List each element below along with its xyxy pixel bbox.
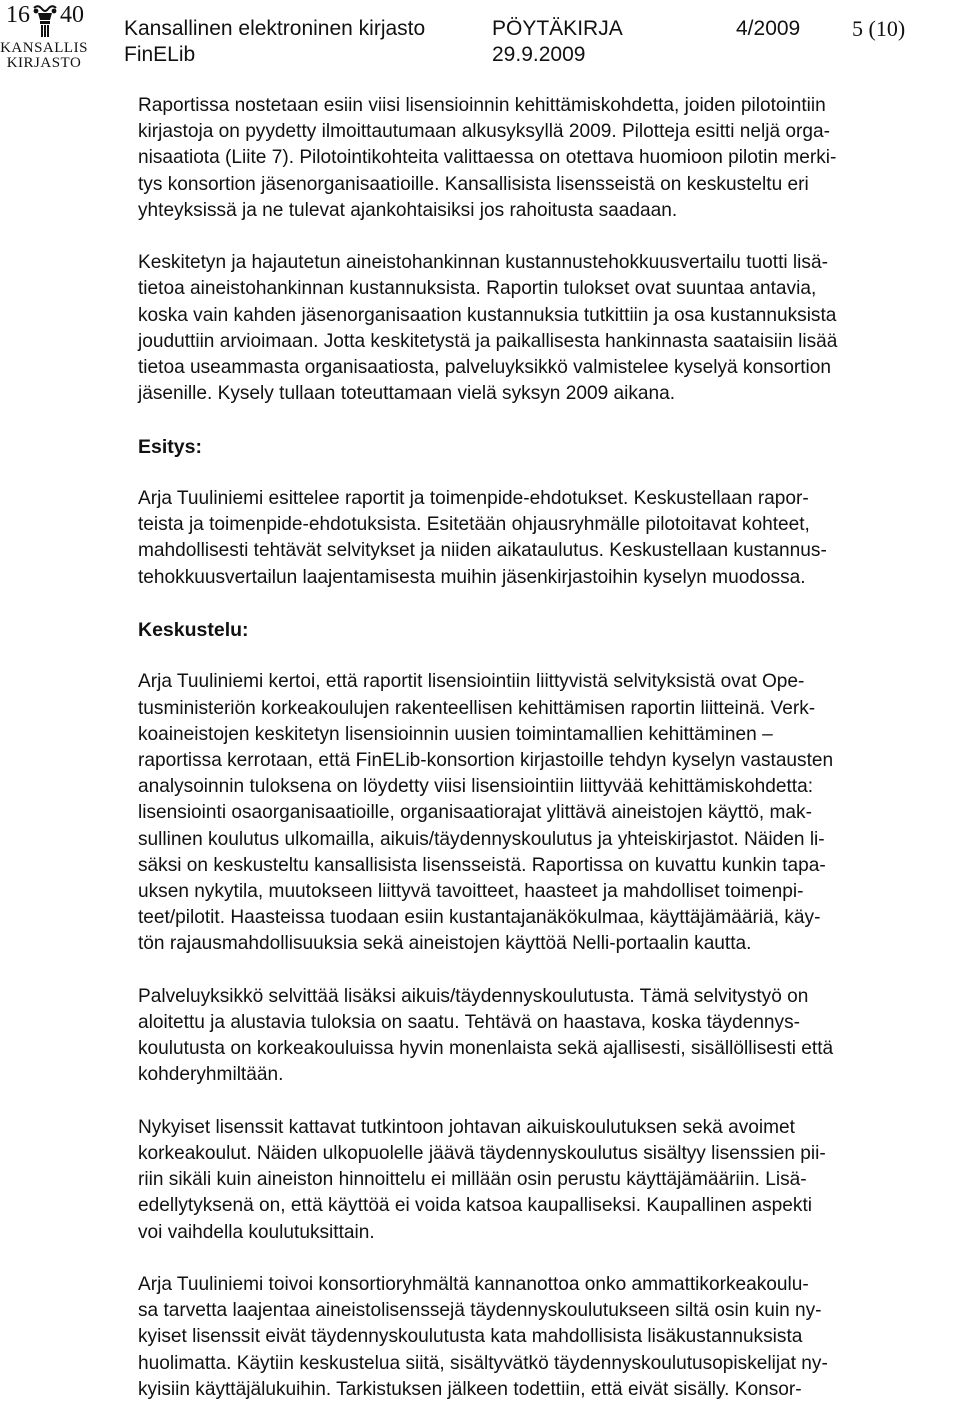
column-capital-icon xyxy=(32,4,58,38)
heading-esitys: Esitys: xyxy=(138,435,202,458)
logo-year-left: 16 xyxy=(6,2,30,28)
document-body xyxy=(138,93,958,1403)
paragraph-1: Raportissa nostetaan esiin viisi lisensioinnin kehittämiskohdetta, joiden pilotointiin kirjastoja on pyydetty ilmoittautumaan alkusyksyllä 2009. Pilotteja esitti neljä orga- nisaatiota (Liite 7). Pilotointikohteita valittaessa on otettava huomioon pilotin merki- tys konsortion jäsenorganisaatioille. Kansallisista lisensseistä on keskusteltu eri yhteyksissä ja ne tulevat ajankohtaisiksi jos rahoitusta saadaan. xyxy=(138,95,837,221)
logo-word-kirjasto: KIRJASTO xyxy=(6,55,82,71)
header-org-short: FinELib xyxy=(124,43,196,66)
logo-year-right: 40 xyxy=(60,2,84,28)
library-logo xyxy=(0,2,88,72)
paragraph-4: Arja Tuuliniemi kertoi, että raportit lisensiointiin liittyvistä selvityksistä ovat Ope- tusministeriön korkeakoulujen rakenteellisen kehittämisen raportin liitteinä. Verk- koaineistojen keskitetyn lisensioinnin uusien toimintamallien kehittäminen – raportissa kerrotaan, että FinELib-konsortion kirjastoille tehdyn kyselyn vastausten analysoinnin tuloksena on löydetty viisi lisensiointiin liittyvää kehittämiskohdetta: lisensiointi osaorganisaatioille, organisaatiorajat ylittävä aineistojen käyttö, mak- sullinen koulutus ulkomailla, aikuis/täydennyskoulutus ja yhteiskirjastot. Näiden li- säksi on keskusteltu kansallisista lisensseistä. Raportissa on kuvattu kunkin tapa- uksen nykytila, muutokseen liittyvä tavoitteet, haasteet ja mahdolliset toimenpi- teet/pilotit. Haasteissa tuodaan esiin kustantajanäkökulmaa, käyttäjämääriä, käy- tön rajausmahdollisuuksia sekä aineistojen käyttöä Nelli-portaalin kautta. xyxy=(138,671,834,955)
header-page: 5 (10) xyxy=(852,16,906,41)
paragraph-3: Arja Tuuliniemi esittelee raportit ja toimenpide-ehdotukset. Keskustellaan rapor- teista ja toimenpide-ehdotuksista. Esitetään ohjausryhmälle pilotoitavat kohteet, mahdollisesti tehtävät selvitykset ja niiden aikataulutus. Keskustellaan kustannus- tehokkuusvertailun laajentamisesta muihin jäsenkirjastoihin kyselyn muodossa. xyxy=(138,488,827,588)
paragraph-2: Keskitetyn ja hajautetun aineistohankinnan kustannustehokkuusvertailu tuotti lisä- tietoa aineistohankinnan kustannuksista. Raportin tulokset ovat suuntaa antavia, koska vain kahden jäsenorganisaation kustannuksia tutkittiin ja osa kustannuksista jouduttiin arvioimaan. Jotta keskitetystä ja paikallisesta hankinnasta saataisiin lisää tietoa useammasta organisaatiosta, palveluyksikkö valmistelee kyselyä konsortion jäsenille. Kysely tullaan toteuttamaan vielä syksyn 2009 aikana. xyxy=(138,252,838,405)
header-doc-type: PÖYTÄKIRJA xyxy=(492,17,623,40)
logo-word-kansallis: KANSALLIS xyxy=(0,40,88,56)
header-org: Kansallinen elektroninen kirjasto xyxy=(124,17,426,40)
paragraph-6: Nykyiset lisenssit kattavat tutkintoon johtavan aikuiskoulutuksen sekä avoimet korkeakoulut. Näiden ulkopuolelle jäävä täydennyskoulutus sisältyy lisenssien pii- riin sikäli kuin aineiston hinnoittelu ei millään osin perustu käyttäjämääriin. Lisä- edellytyksenä on, että käyttöä ei voida katsoa kaupalliseksi. Kaupallinen aspekti voi vaihdella koulutuksittain. xyxy=(138,1116,826,1243)
header-number: 4/2009 xyxy=(736,17,801,40)
paragraph-5: Palveluyksikkö selvittää lisäksi aikuis/täydennyskoulutusta. Tämä selvitystyö on aloitettu ja alustavia tuloksia on saatu. Tehtävä on haastava, koska täydennys- koulutusta on korkeakouluissa hyvin monenlaista sekä ajallisesti, sisällöllisesti että kohderyhmiltään. xyxy=(138,985,834,1086)
header-date: 29.9.2009 xyxy=(492,43,586,66)
heading-keskustelu: Keskustelu: xyxy=(138,619,249,641)
paragraph-7: Arja Tuuliniemi toivoi konsortioryhmältä kannanottoa onko ammattikorkeakoulu- sa tarvetta laajentaa aineistolisenssejä täydennyskoulutukseen siltä osin kuin ny- kyiset lisenssit eivät täydennyskoulutusta kata mahdollisista lisäkustannuksista huolimatta. Käytiin keskustelua siitä, sisältyvätkö täydennyskoulutusopiskelijat ny- kyisiin käyttäjälukuihin. Tarkistuksen jälkeen todettiin, että eivät sisälly. Konsor- xyxy=(138,1274,828,1400)
